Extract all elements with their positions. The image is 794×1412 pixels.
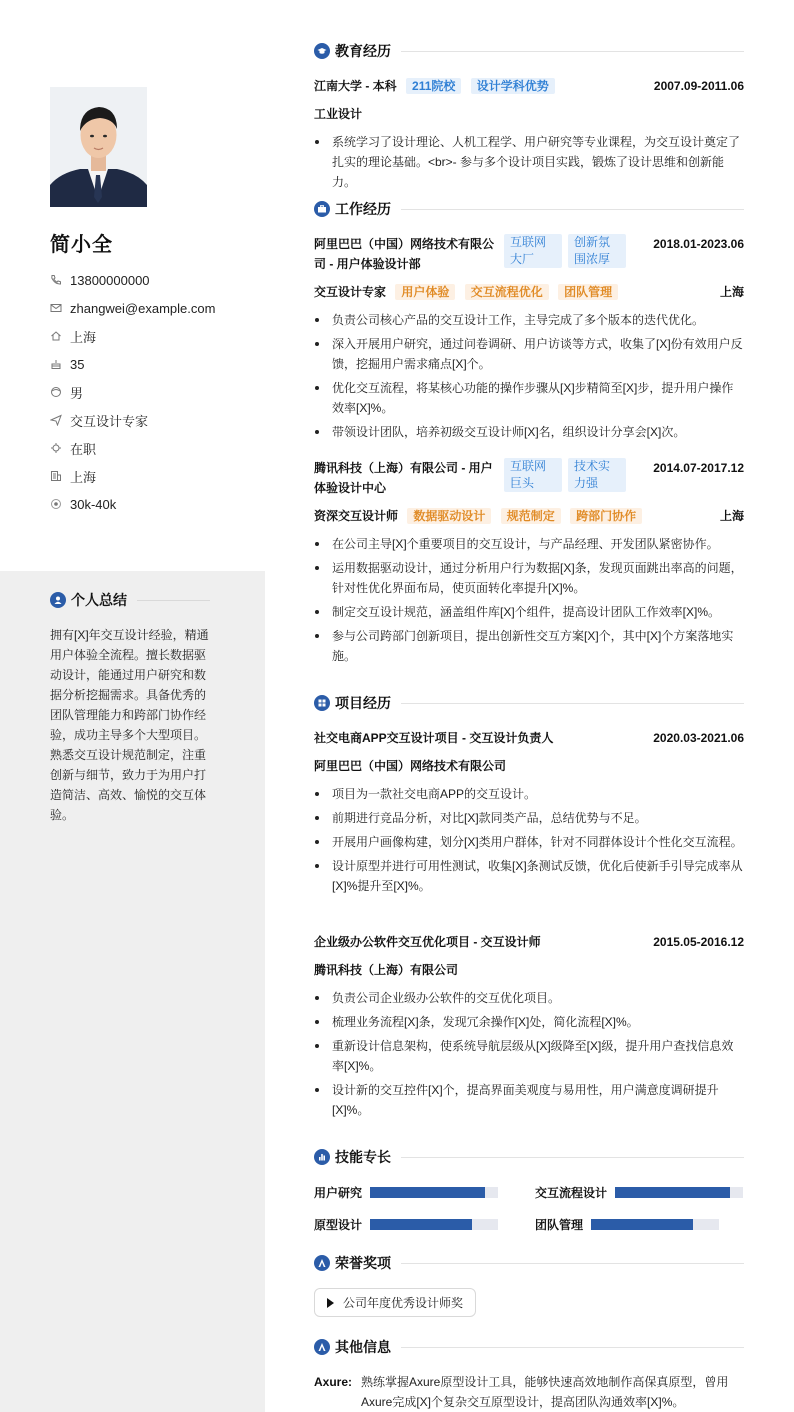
education-bullets: [314, 132, 744, 192]
list-item: 制定交互设计规范，涵盖组件库[X]个组件，提高设计团队工作效率[X]%。: [314, 602, 744, 622]
project-org: 阿里巴巴（中国）网络技术有限公司: [314, 759, 507, 773]
bar-chart-icon: [314, 1149, 330, 1165]
awards-title: 荣誉奖项: [335, 1255, 391, 1271]
info-gender: [50, 378, 215, 406]
info-location: [50, 322, 215, 350]
other-title: 其他信息: [335, 1339, 391, 1355]
work-heading: [314, 199, 744, 219]
skill-item: [314, 1214, 535, 1234]
list-item: 设计新的交互控件[X]个，提高界面美观度与易用性，用户满意度调研提升[X]%。: [314, 1080, 744, 1120]
list-item: 梳理业务流程[X]条，发现冗余操作[X]处，简化流程[X]%。: [314, 1012, 744, 1032]
divider: [137, 600, 210, 601]
info-icon: [314, 1339, 330, 1355]
summary-heading: [50, 590, 210, 610]
skill-bar-fill: [591, 1219, 693, 1230]
divider: [401, 1263, 744, 1264]
company-name: 腾讯科技（上海）有限公司 - 用户体验设计中心: [314, 461, 493, 495]
skill-tag: 交互流程优化: [465, 284, 549, 300]
award-name: 公司年度优秀设计师奖: [343, 1296, 464, 1310]
info-gender-text: 男: [70, 385, 84, 401]
job-date: 2018.01-2023.06: [653, 237, 744, 251]
divider: [401, 1157, 744, 1158]
skill-tag: 数据驱动设计: [407, 508, 491, 524]
job-date: 2014.07-2017.12: [653, 461, 744, 475]
avatar: [50, 87, 147, 207]
skill-bar: [615, 1187, 743, 1198]
list-item: 负责公司企业级办公软件的交互优化项目。: [314, 988, 744, 1008]
list-item: 项目为一款社交电商APP的交互设计。: [314, 784, 744, 804]
mail-icon: [50, 302, 62, 314]
project-bullets: [314, 784, 744, 896]
info-status: [50, 434, 215, 462]
school-tag: 设计学科优势: [471, 78, 555, 94]
skill-tag: 规范制定: [501, 508, 561, 524]
info-age: [50, 350, 215, 378]
awards-list: [314, 1288, 744, 1317]
info-city: [50, 462, 215, 490]
list-item: 运用数据驱动设计，通过分析用户行为数据[X]条，发现页面跳出率高的问题，针对性优化界面布局，使页面转化率提升[X]%。: [314, 558, 744, 598]
info-salary: [50, 490, 215, 518]
status-icon: [50, 442, 62, 454]
education-major: 工业设计: [314, 107, 363, 121]
info-salary-text: 30k-40k: [70, 496, 117, 512]
list-item: 带领设计团队，培养初级交互设计师[X]名，组织设计分享会[X]次。: [314, 422, 744, 442]
play-icon: [327, 1298, 334, 1308]
skill-name: 原型设计: [314, 1217, 363, 1232]
info-age-text: 35: [70, 356, 85, 372]
cake-icon: [50, 358, 62, 370]
project-date: 2015.05-2016.12: [653, 935, 744, 949]
education-title: 教育经历: [335, 43, 391, 59]
list-item: 在公司主导[X]个重要项目的交互设计，与产品经理、开发团队紧密协作。: [314, 534, 744, 554]
skill-bar: [370, 1219, 498, 1230]
info-email-text: zhangwei@example.com: [70, 300, 216, 316]
other-text: 熟练掌握Axure原型设计工具，能够快速高效地制作高保真原型，曾用Axure完成[X]个复杂交互原型设计，提高团队沟通效率[X]%。: [361, 1375, 729, 1409]
list-item: 前期进行竞品分析，对比[X]款同类产品，总结优势与不足。: [314, 808, 744, 828]
job-role: 交互设计专家: [314, 285, 387, 299]
work-entry: [314, 234, 744, 446]
work-title: 工作经历: [335, 201, 391, 217]
skill-name: 交互流程设计: [535, 1185, 608, 1200]
divider: [401, 209, 744, 210]
job-role: 资深交互设计师: [314, 509, 399, 523]
skill-item: [535, 1214, 719, 1234]
job-bullets: [314, 534, 744, 666]
skill-bar-fill: [615, 1187, 730, 1198]
project-date: 2020.03-2021.06: [653, 731, 744, 745]
skill-item: [535, 1182, 743, 1202]
divider: [401, 51, 744, 52]
info-location-text: 上海: [70, 329, 97, 345]
school-tag: 211院校: [406, 78, 461, 94]
skill-tag: 用户体验: [395, 284, 455, 300]
candidate-name: 简小全: [50, 234, 113, 256]
list-item: 开展用户画像构建，划分[X]类用户群体，针对不同群体设计个性化交互流程。: [314, 832, 744, 852]
award-item[interactable]: [314, 1288, 476, 1317]
company-tag: 技术实力强: [568, 458, 626, 492]
skill-tag: 跨部门协作: [570, 508, 642, 524]
user-icon: [50, 592, 66, 608]
other-info: [314, 1372, 744, 1412]
list-item: 重新设计信息架构，使系统导航层级从[X]级降至[X]级，提升用户查找信息效率[X]%。: [314, 1036, 744, 1076]
phone-icon: [50, 274, 62, 286]
project-bullets: [314, 988, 744, 1120]
list-item: 设计原型并进行可用性测试，收集[X]条测试反馈，优化后使新手引导完成率从[X]%提升至[X]%。: [314, 856, 744, 896]
skill-bar-fill: [370, 1187, 485, 1198]
education-date: 2007.09-2011.06: [653, 79, 744, 93]
other-heading: [314, 1337, 744, 1357]
list-item: 系统学习了设计理论、人机工程学、用户研究等专业课程，为交互设计奠定了扎实的理论基础。<br>- 参与多个设计项目实践，锻炼了设计思维和创新能力。: [314, 132, 744, 192]
home-icon: [50, 330, 62, 342]
divider: [401, 703, 744, 704]
info-email: [50, 294, 215, 322]
education-entry: [314, 76, 744, 196]
project-org: 腾讯科技（上海）有限公司: [314, 963, 459, 977]
award-icon: [314, 1255, 330, 1271]
project-name: 社交电商APP交互设计项目 - 交互设计负责人: [314, 731, 554, 745]
project-name: 企业级办公软件交互优化项目 - 交互设计师: [314, 935, 541, 949]
projects-title: 项目经历: [335, 695, 391, 711]
building-icon: [50, 470, 62, 482]
briefcase-icon: [314, 201, 330, 217]
skill-bar: [370, 1187, 498, 1198]
list-item: 优化交互流程，将某核心功能的操作步骤从[X]步精简至[X]步，提升用户操作效率[X]%。: [314, 378, 744, 418]
project-entry: [314, 932, 744, 1124]
school-name: 江南大学 - 本科: [314, 79, 397, 93]
contact-info-list: [50, 266, 215, 518]
gender-icon: [50, 386, 62, 398]
info-status-text: 在职: [70, 441, 97, 457]
job-city: 上海: [719, 509, 744, 523]
skills-heading: [314, 1147, 744, 1167]
info-position: [50, 406, 215, 434]
summary-text: 拥有[X]年交互设计经验，精通用户体验全流程。擅长数据驱动设计，能通过用户研究和数据分析挖掘需求。具备优秀的团队管理能力和跨部门协作经验，成功主导多个大型项目。熟悉交互设计规范制定，注重创新与细节，致力于为用户打造简洁、高效、愉悦的交互体验。: [50, 628, 209, 822]
graduation-cap-icon: [314, 43, 330, 59]
summary-title: 个人总结: [71, 592, 127, 608]
company-tag: 互联网巨头: [504, 458, 562, 492]
company-name: 阿里巴巴（中国）网络技术有限公司 - 用户体验设计部: [314, 237, 495, 271]
send-icon: [50, 414, 62, 426]
skill-bar: [591, 1219, 719, 1230]
list-item: 深入开展用户研究，通过问卷调研、用户访谈等方式，收集了[X]份有效用户反馈，挖掘用户需求痛点[X]个。: [314, 334, 744, 374]
info-phone: [50, 266, 215, 294]
awards-heading: [314, 1253, 744, 1273]
skill-name: 团队管理: [535, 1217, 584, 1232]
skill-item: [314, 1182, 535, 1202]
skills-grid: [314, 1182, 744, 1234]
job-city: 上海: [719, 285, 744, 299]
education-heading: [314, 41, 744, 61]
divider: [401, 1347, 744, 1348]
grid-icon: [314, 695, 330, 711]
project-entry: [314, 728, 744, 900]
skills-title: 技能专长: [335, 1149, 391, 1165]
list-item: 参与公司跨部门创新项目，提出创新性交互方案[X]个，其中[X]个方案落地实施。: [314, 626, 744, 666]
info-position-text: 交互设计专家: [70, 413, 149, 429]
list-item: 负责公司核心产品的交互设计工作，主导完成了多个版本的迭代优化。: [314, 310, 744, 330]
projects-heading: [314, 693, 744, 713]
info-city-text: 上海: [70, 469, 97, 485]
skill-tag: 团队管理: [558, 284, 618, 300]
company-tag: 创新氛围浓厚: [568, 234, 626, 268]
job-bullets: [314, 310, 744, 442]
skill-bar-fill: [370, 1219, 472, 1230]
salary-icon: [50, 498, 62, 510]
skill-name: 用户研究: [314, 1185, 363, 1200]
work-entry: [314, 458, 744, 670]
info-phone-text: 13800000000: [70, 272, 150, 288]
other-label: Axure:: [314, 1375, 353, 1389]
company-tag: 互联网大厂: [504, 234, 562, 268]
